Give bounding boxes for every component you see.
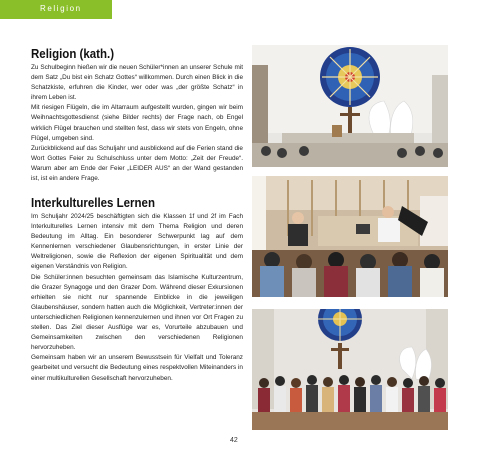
- section-header-label: Religion: [40, 4, 82, 13]
- paragraph: Mit riesigen Flügeln, die im Altarraum aufgestellt wurden, gingen wir beim Weihnachtsgottesdienst (siehe Bilder rechts) der Frage nach, ob Engel wirklich Flügel brauchen und stellten fest, dass wir stets von Engeln, ohne Flügel, umgeben sind.: [31, 104, 243, 142]
- paragraph: Die Schüler:innen besuchten gemeinsam das Islamische Kulturzentrum, die Grazer Synagoge und den Grazer Dom. Während dieser Exkursionen erhielten sie nicht nur spannende Einblicke in die jeweiligen Glaubenshäuser, sondern hatten auch die Möglichkeit, Vertreter:innen der unterschiedlichen Religionen kennenzulernen und ihnen vor Ort Fragen zu stellen. Das Ziel dieser Ausflüge war es, Vorurteile abzubauen und Gemeinsamkeiten zwischen den verschiedenen Religionen hervorzuheben.: [31, 273, 243, 352]
- page-number: 42: [230, 437, 238, 444]
- section-title: Religion (kath.): [31, 47, 115, 61]
- section-title: Interkulturelles Lernen: [31, 196, 155, 210]
- paragraph: Im Schuljahr 2024/25 beschäftigten sich die Klassen 1f und 2f im Fach Interkulturelles Lernen intensiv mit dem Thema Religion und deren Bedeutung im Alltag. Ein besonderer Schwerpunkt lag auf dem Kennenlernen verschiedener Glaubensrichtungen, in erster Linie der Weltreligionen, sowie die Reflexion der eigenen Spiritualität und dem eigenen Verständnis von Religion.: [31, 213, 243, 271]
- paragraph: Zurückblickend auf das Schuljahr und ausblickend auf die Ferien stand die Wort Gottes Feier zu Schulschluss unter dem Motto: „Zeit der Freude“. Warum aber am Ende der Feier „LEIDER AUS“ an der Wand gestanden ist, ist ein andere Frage.: [31, 144, 243, 183]
- paragraph: Zu Schulbeginn hießen wir die neuen Schüler*innen an unserer Schule mit dem Satz „Du bist ein Schatz Gottes“ willkommen. Durch einen Blick in die Schatzkiste, erfuhren die Kinder, wer oder was „der größte Schatz“ in ihrem Leben ist.: [31, 64, 243, 102]
- students-group-church-photo: [252, 309, 448, 430]
- section-religion: [31, 47, 243, 184]
- section-header-bar: [0, 0, 112, 19]
- paragraph: Gemeinsam haben wir an unserem Bewusstsein für Vielfalt und Toleranz gearbeitet und versucht die Bedeutung eines respektvollen Miteinanders in einer multikulturellen Gesellschaft hervorzuheben.: [31, 354, 243, 382]
- section-interkulturelles-lernen: [31, 196, 243, 384]
- church-altar-angel-wings-photo: [252, 45, 448, 167]
- musicians-classroom-photo: [252, 176, 448, 297]
